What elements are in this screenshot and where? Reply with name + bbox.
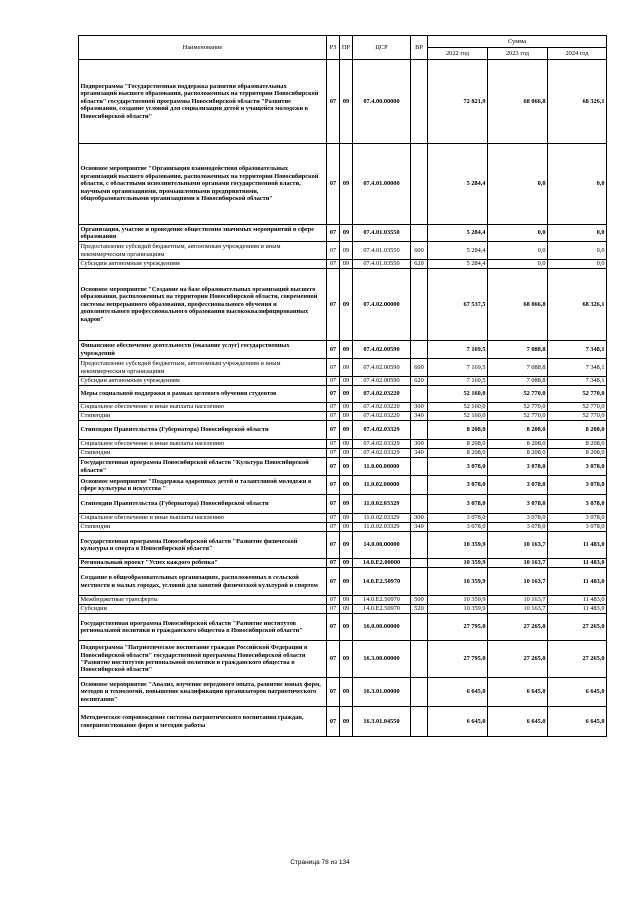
row-vr-cell: 600 (411, 359, 428, 377)
table-row (79, 403, 607, 412)
budget-table (78, 35, 607, 737)
row-sum-2024-cell: 11 483,0 (548, 596, 607, 605)
row-name-cell: Методическое сопровождение системы патриотического воспитания граждан, совершенствование форм и методов работы (79, 707, 327, 737)
row-vr-cell: 340 (411, 412, 428, 421)
row-sum-2022-cell: 7 169,5 (428, 341, 488, 359)
row-sum-2024-cell: 6 645,0 (548, 707, 607, 737)
row-sum-2022-cell: 72 821,9 (428, 60, 488, 144)
row-sum-2024-cell: 3 078,0 (548, 495, 607, 514)
row-pr-cell: 09 (340, 559, 353, 568)
row-sum-2023-cell: 7 088,8 (488, 341, 548, 359)
col-header-csr: ЦСР (353, 36, 411, 60)
table-row (79, 476, 607, 495)
row-pr-cell: 09 (340, 605, 353, 614)
row-sum-2024-cell: 7 348,1 (548, 341, 607, 359)
row-sum-2024-cell: 8 208,0 (548, 421, 607, 440)
row-name-cell: Предоставление субсидий бюджетным, автономным учреждениям и иным некоммерческим организациям (79, 242, 327, 260)
row-csr-cell: 07.4.02.03329 (353, 440, 411, 449)
row-sum-2023-cell: 68 066,8 (488, 60, 548, 144)
row-name-cell: Государственная программа Новосибирской области "Развитие физической культуры и спорта в Новосибирской области" (79, 532, 327, 559)
row-pr-cell: 09 (340, 707, 353, 737)
row-vr-cell: 600 (411, 242, 428, 260)
row-sum-2023-cell: 10 163,7 (488, 605, 548, 614)
row-csr-cell: 14.0.E2.50970 (353, 568, 411, 596)
row-sum-2023-cell: 27 265,0 (488, 641, 548, 678)
table-row (79, 260, 607, 269)
row-rz-cell: 07 (327, 60, 340, 144)
row-sum-2023-cell: 7 088,8 (488, 359, 548, 377)
row-sum-2024-cell: 0,0 (548, 242, 607, 260)
row-rz-cell: 07 (327, 458, 340, 476)
row-sum-2024-cell: 7 348,1 (548, 359, 607, 377)
row-csr-cell: 16.0.00.00000 (353, 614, 411, 641)
row-pr-cell: 09 (340, 341, 353, 359)
row-name-cell: Стипендии (79, 449, 327, 458)
row-sum-2023-cell: 8 208,0 (488, 421, 548, 440)
row-csr-cell: 07.4.02.03220 (353, 386, 411, 403)
row-rz-cell: 07 (327, 421, 340, 440)
row-sum-2022-cell: 5 284,4 (428, 260, 488, 269)
row-sum-2022-cell: 10 359,9 (428, 559, 488, 568)
row-sum-2022-cell: 7 169,5 (428, 377, 488, 386)
table-row (79, 614, 607, 641)
row-sum-2024-cell: 11 483,0 (548, 568, 607, 596)
row-pr-cell: 09 (340, 260, 353, 269)
table-row (79, 377, 607, 386)
row-rz-cell: 07 (327, 341, 340, 359)
row-rz-cell: 07 (327, 144, 340, 225)
row-sum-2023-cell: 0,0 (488, 260, 548, 269)
row-name-cell: Региональный проект "Успех каждого ребенка" (79, 559, 327, 568)
row-sum-2023-cell: 3 078,0 (488, 495, 548, 514)
col-header-sum: Сумма (428, 36, 607, 48)
row-name-cell: Стипендии (79, 412, 327, 421)
row-vr-cell (411, 225, 428, 242)
header-row (79, 36, 607, 48)
table-row (79, 412, 607, 421)
row-sum-2022-cell: 8 208,0 (428, 449, 488, 458)
row-vr-cell (411, 532, 428, 559)
row-csr-cell: 14.0.00.00000 (353, 532, 411, 559)
row-vr-cell (411, 386, 428, 403)
row-pr-cell: 09 (340, 144, 353, 225)
row-name-cell: Социальное обеспечение и иные выплаты населению (79, 403, 327, 412)
table-row (79, 596, 607, 605)
row-pr-cell: 09 (340, 242, 353, 260)
row-name-cell: Основное мероприятие "Создание на базе образовательных организаций высшего образования, расположенных на территории Новосибирской области, современной системы непрерывного образования, профессионального обучения и дополнительного профессионального образования высококвалифицированных кадров" (79, 269, 327, 341)
row-sum-2023-cell: 52 770,0 (488, 412, 548, 421)
table-row (79, 641, 607, 678)
row-csr-cell: 11.0.02.00000 (353, 476, 411, 495)
row-sum-2022-cell: 10 359,9 (428, 568, 488, 596)
row-pr-cell: 09 (340, 458, 353, 476)
row-sum-2022-cell: 8 208,0 (428, 440, 488, 449)
row-rz-cell: 07 (327, 412, 340, 421)
row-vr-cell (411, 641, 428, 678)
row-sum-2024-cell: 68 326,1 (548, 60, 607, 144)
row-pr-cell: 09 (340, 269, 353, 341)
row-vr-cell (411, 495, 428, 514)
row-sum-2024-cell: 7 348,1 (548, 377, 607, 386)
row-sum-2022-cell: 52 160,0 (428, 412, 488, 421)
row-csr-cell: 11.0.00.00000 (353, 458, 411, 476)
row-vr-cell (411, 458, 428, 476)
row-name-cell: Основное мероприятие "Анализ, изучение передового опыта, развитие новых форм, методов и технологий, повышение квалификации организаторов патриотического воспитания" (79, 678, 327, 707)
row-pr-cell: 09 (340, 421, 353, 440)
row-vr-cell (411, 269, 428, 341)
row-vr-cell (411, 144, 428, 225)
table-row (79, 341, 607, 359)
row-name-cell: Организация, участие и проведение общественно значимых мероприятий в сфере образования (79, 225, 327, 242)
row-sum-2022-cell: 5 284,4 (428, 242, 488, 260)
row-pr-cell: 09 (340, 60, 353, 144)
row-vr-cell (411, 568, 428, 596)
row-rz-cell: 07 (327, 614, 340, 641)
row-pr-cell: 09 (340, 377, 353, 386)
row-rz-cell: 07 (327, 242, 340, 260)
row-name-cell: Стипендии (79, 523, 327, 532)
row-vr-cell (411, 678, 428, 707)
row-sum-2022-cell: 3 078,0 (428, 495, 488, 514)
table-row (79, 605, 607, 614)
row-sum-2023-cell: 8 208,0 (488, 440, 548, 449)
row-csr-cell: 07.4.02.00000 (353, 269, 411, 341)
row-rz-cell: 07 (327, 523, 340, 532)
row-sum-2023-cell: 10 163,7 (488, 568, 548, 596)
row-vr-cell (411, 707, 428, 737)
row-sum-2022-cell: 3 078,0 (428, 476, 488, 495)
row-vr-cell: 340 (411, 449, 428, 458)
row-sum-2024-cell: 3 078,0 (548, 523, 607, 532)
row-csr-cell: 07.4.01.00000 (353, 144, 411, 225)
row-vr-cell: 620 (411, 377, 428, 386)
row-sum-2022-cell: 3 078,0 (428, 514, 488, 523)
row-rz-cell: 07 (327, 440, 340, 449)
row-rz-cell: 07 (327, 449, 340, 458)
row-rz-cell: 07 (327, 707, 340, 737)
row-sum-2022-cell: 27 795,0 (428, 641, 488, 678)
row-csr-cell: 11.0.02.03329 (353, 523, 411, 532)
row-sum-2023-cell: 3 078,0 (488, 514, 548, 523)
row-csr-cell: 07.4.02.00590 (353, 377, 411, 386)
row-sum-2023-cell: 3 078,0 (488, 458, 548, 476)
table-row (79, 514, 607, 523)
row-rz-cell: 07 (327, 596, 340, 605)
row-csr-cell: 07.4.01.03550 (353, 225, 411, 242)
row-pr-cell: 09 (340, 386, 353, 403)
row-name-cell: Предоставление субсидий бюджетным, автономным учреждениям и иным некоммерческим организациям (79, 359, 327, 377)
table-row (79, 458, 607, 476)
row-csr-cell: 07.4.02.03329 (353, 421, 411, 440)
row-rz-cell: 07 (327, 568, 340, 596)
row-csr-cell: 14.0.E2.50970 (353, 596, 411, 605)
row-sum-2022-cell: 67 537,5 (428, 269, 488, 341)
row-rz-cell: 07 (327, 403, 340, 412)
row-vr-cell: 300 (411, 403, 428, 412)
table-row (79, 532, 607, 559)
table-row (79, 523, 607, 532)
row-name-cell: Стипендии Правительства (Губернатора) Новосибирской области (79, 421, 327, 440)
row-vr-cell (411, 614, 428, 641)
col-header-year-2022: 2022 год (428, 48, 488, 60)
table-row (79, 144, 607, 225)
row-sum-2023-cell: 0,0 (488, 242, 548, 260)
row-sum-2024-cell: 52 770,0 (548, 412, 607, 421)
col-header-year-2023: 2023 год (488, 48, 548, 60)
row-sum-2024-cell: 27 265,0 (548, 614, 607, 641)
row-sum-2023-cell: 6 645,0 (488, 678, 548, 707)
row-sum-2022-cell: 3 078,0 (428, 523, 488, 532)
row-vr-cell: 500 (411, 596, 428, 605)
row-pr-cell: 09 (340, 568, 353, 596)
table-row (79, 495, 607, 514)
row-csr-cell: 07.4.02.00590 (353, 341, 411, 359)
table-row (79, 449, 607, 458)
row-rz-cell: 07 (327, 269, 340, 341)
row-csr-cell: 07.4.02.03220 (353, 403, 411, 412)
row-pr-cell: 09 (340, 596, 353, 605)
row-sum-2024-cell: 52 770,0 (548, 386, 607, 403)
row-vr-cell: 300 (411, 440, 428, 449)
row-rz-cell: 07 (327, 532, 340, 559)
row-name-cell: Основное мероприятие "Организация взаимодействия образовательных организаций высшего образования, расположенных на территории Новосибирской области, с областными исполнительными органами государственной власти, научными организациями, промышленными предприятиями, общеобразовательными организациями в Новосибирской области" (79, 144, 327, 225)
row-sum-2023-cell: 6 645,0 (488, 707, 548, 737)
col-header-pr: ПР (340, 36, 353, 60)
row-sum-2022-cell: 10 359,9 (428, 596, 488, 605)
row-rz-cell: 07 (327, 641, 340, 678)
row-sum-2022-cell: 27 795,0 (428, 614, 488, 641)
row-sum-2022-cell: 3 078,0 (428, 458, 488, 476)
row-sum-2022-cell: 6 645,0 (428, 678, 488, 707)
table-row (79, 568, 607, 596)
row-sum-2024-cell: 52 770,0 (548, 403, 607, 412)
row-sum-2023-cell: 0,0 (488, 225, 548, 242)
row-name-cell: Создание в общеобразовательных организациях, расположенных в сельской местности и малых городах, условий для занятий физической культурой и спортом (79, 568, 327, 596)
row-sum-2024-cell: 3 078,0 (548, 514, 607, 523)
col-header-year-2024: 2024 год (548, 48, 607, 60)
row-pr-cell: 09 (340, 225, 353, 242)
table-row (79, 225, 607, 242)
table-row (79, 559, 607, 568)
row-sum-2023-cell: 3 078,0 (488, 523, 548, 532)
row-pr-cell: 09 (340, 476, 353, 495)
row-vr-cell (411, 60, 428, 144)
row-sum-2022-cell: 52 160,0 (428, 403, 488, 412)
row-csr-cell: 07.4.02.00590 (353, 359, 411, 377)
row-sum-2024-cell: 27 265,0 (548, 641, 607, 678)
row-pr-cell: 09 (340, 412, 353, 421)
row-csr-cell: 07.4.02.03329 (353, 449, 411, 458)
row-name-cell: Субсидии (79, 605, 327, 614)
row-sum-2023-cell: 68 066,8 (488, 269, 548, 341)
row-sum-2024-cell: 8 208,0 (548, 449, 607, 458)
row-csr-cell: 11.0.02.03329 (353, 514, 411, 523)
row-name-cell: Субсидии автономным учреждениям (79, 260, 327, 269)
row-csr-cell: 07.4.01.03550 (353, 260, 411, 269)
row-pr-cell: 09 (340, 641, 353, 678)
row-vr-cell (411, 341, 428, 359)
row-sum-2024-cell: 68 326,1 (548, 269, 607, 341)
row-sum-2022-cell: 10 359,9 (428, 532, 488, 559)
row-rz-cell: 07 (327, 605, 340, 614)
budget-sheet (78, 35, 606, 737)
row-rz-cell: 07 (327, 495, 340, 514)
table-row (79, 707, 607, 737)
row-csr-cell: 07.4.01.03550 (353, 242, 411, 260)
row-sum-2024-cell: 11 483,0 (548, 605, 607, 614)
row-vr-cell (411, 559, 428, 568)
row-vr-cell: 520 (411, 605, 428, 614)
table-row (79, 386, 607, 403)
row-sum-2024-cell: 0,0 (548, 225, 607, 242)
row-vr-cell (411, 421, 428, 440)
row-name-cell: Основное мероприятие "Поддержка одаренных детей и талантливой молодежи в сфере культуры и искусства " (79, 476, 327, 495)
row-pr-cell: 09 (340, 614, 353, 641)
table-row (79, 359, 607, 377)
col-header-vr: ВР (411, 36, 428, 60)
row-sum-2022-cell: 6 645,0 (428, 707, 488, 737)
table-row (79, 60, 607, 144)
row-sum-2023-cell: 10 163,7 (488, 559, 548, 568)
row-pr-cell: 09 (340, 440, 353, 449)
row-sum-2024-cell: 6 645,0 (548, 678, 607, 707)
row-vr-cell (411, 476, 428, 495)
row-sum-2022-cell: 7 169,5 (428, 359, 488, 377)
row-sum-2022-cell: 10 359,9 (428, 605, 488, 614)
row-sum-2024-cell: 8 208,0 (548, 440, 607, 449)
row-sum-2023-cell: 8 208,0 (488, 449, 548, 458)
row-pr-cell: 09 (340, 449, 353, 458)
row-name-cell: Стипендии Правительства (Губернатора) Новосибирской области (79, 495, 327, 514)
row-name-cell: Подпрограмма "Патриотическое воспитание граждан Российской Федерации в Новосибирской области" государственной программы Новосибирской области "Развитие институтов региональной политики и гражданского общества в Новосибирской области" (79, 641, 327, 678)
row-sum-2023-cell: 3 078,0 (488, 476, 548, 495)
row-pr-cell: 09 (340, 532, 353, 559)
col-header-name: Наименование (79, 36, 327, 60)
row-sum-2022-cell: 5 284,4 (428, 144, 488, 225)
table-row (79, 440, 607, 449)
row-rz-cell: 07 (327, 260, 340, 269)
row-sum-2023-cell: 52 770,0 (488, 386, 548, 403)
row-name-cell: Субсидии автономным учреждениям (79, 377, 327, 386)
row-rz-cell: 07 (327, 377, 340, 386)
row-name-cell: Финансовое обеспечение деятельности (оказание услуг) государственных учреждений (79, 341, 327, 359)
row-rz-cell: 07 (327, 359, 340, 377)
table-row (79, 269, 607, 341)
row-name-cell: Подпрограмма "Государственная поддержка развития образовательных организаций высшего образования, расположенных на территории Новосибирской области" государственной программы Новосибирской области "Развитие образования, создание условий для социализации детей и учащейся молодежи в Новосибирской области" (79, 60, 327, 144)
table-row (79, 421, 607, 440)
row-sum-2023-cell: 52 770,0 (488, 403, 548, 412)
row-rz-cell: 07 (327, 678, 340, 707)
row-sum-2023-cell: 7 088,8 (488, 377, 548, 386)
row-rz-cell: 07 (327, 514, 340, 523)
row-csr-cell: 11.0.02.03329 (353, 495, 411, 514)
row-pr-cell: 09 (340, 678, 353, 707)
row-sum-2024-cell: 3 078,0 (548, 476, 607, 495)
row-vr-cell: 300 (411, 514, 428, 523)
table-body (79, 60, 607, 737)
row-name-cell: Межбюджетные трансферты (79, 596, 327, 605)
row-csr-cell: 14.0.E2.00000 (353, 559, 411, 568)
row-name-cell: Государственная программа Новосибирской области "Развитие институтов региональной политики и гражданского общества в Новосибирской области" (79, 614, 327, 641)
row-name-cell: Государственная программа Новосибирской области "Культура Новосибирской области" (79, 458, 327, 476)
row-csr-cell: 16.3.01.00000 (353, 678, 411, 707)
table-row (79, 678, 607, 707)
row-csr-cell: 14.0.E2.50970 (353, 605, 411, 614)
row-name-cell: Меры социальной поддержки в рамках целевого обучения студентов (79, 386, 327, 403)
row-pr-cell: 09 (340, 495, 353, 514)
row-sum-2022-cell: 8 208,0 (428, 421, 488, 440)
row-csr-cell: 07.4.00.00000 (353, 60, 411, 144)
row-rz-cell: 07 (327, 559, 340, 568)
row-sum-2024-cell: 3 078,0 (548, 458, 607, 476)
row-sum-2024-cell: 11 483,0 (548, 532, 607, 559)
page-number: Страница 78 из 134 (290, 859, 350, 866)
row-csr-cell: 16.3.00.00000 (353, 641, 411, 678)
row-sum-2022-cell: 52 160,0 (428, 386, 488, 403)
row-sum-2024-cell: 0,0 (548, 260, 607, 269)
row-rz-cell: 07 (327, 225, 340, 242)
row-sum-2023-cell: 0,0 (488, 144, 548, 225)
row-pr-cell: 09 (340, 403, 353, 412)
row-vr-cell: 620 (411, 260, 428, 269)
row-csr-cell: 16.3.01.04550 (353, 707, 411, 737)
row-sum-2024-cell: 0,0 (548, 144, 607, 225)
row-sum-2023-cell: 27 265,0 (488, 614, 548, 641)
row-rz-cell: 07 (327, 386, 340, 403)
row-pr-cell: 09 (340, 359, 353, 377)
row-csr-cell: 07.4.02.03220 (353, 412, 411, 421)
row-sum-2024-cell: 11 483,0 (548, 559, 607, 568)
row-name-cell: Социальное обеспечение и иные выплаты населению (79, 440, 327, 449)
row-sum-2022-cell: 5 284,4 (428, 225, 488, 242)
row-vr-cell: 340 (411, 523, 428, 532)
row-sum-2023-cell: 10 163,7 (488, 596, 548, 605)
row-pr-cell: 09 (340, 523, 353, 532)
row-name-cell: Социальное обеспечение и иные выплаты населению (79, 514, 327, 523)
row-rz-cell: 07 (327, 476, 340, 495)
table-row (79, 242, 607, 260)
row-sum-2023-cell: 10 163,7 (488, 532, 548, 559)
row-pr-cell: 09 (340, 514, 353, 523)
col-header-rz: РЗ (327, 36, 340, 60)
